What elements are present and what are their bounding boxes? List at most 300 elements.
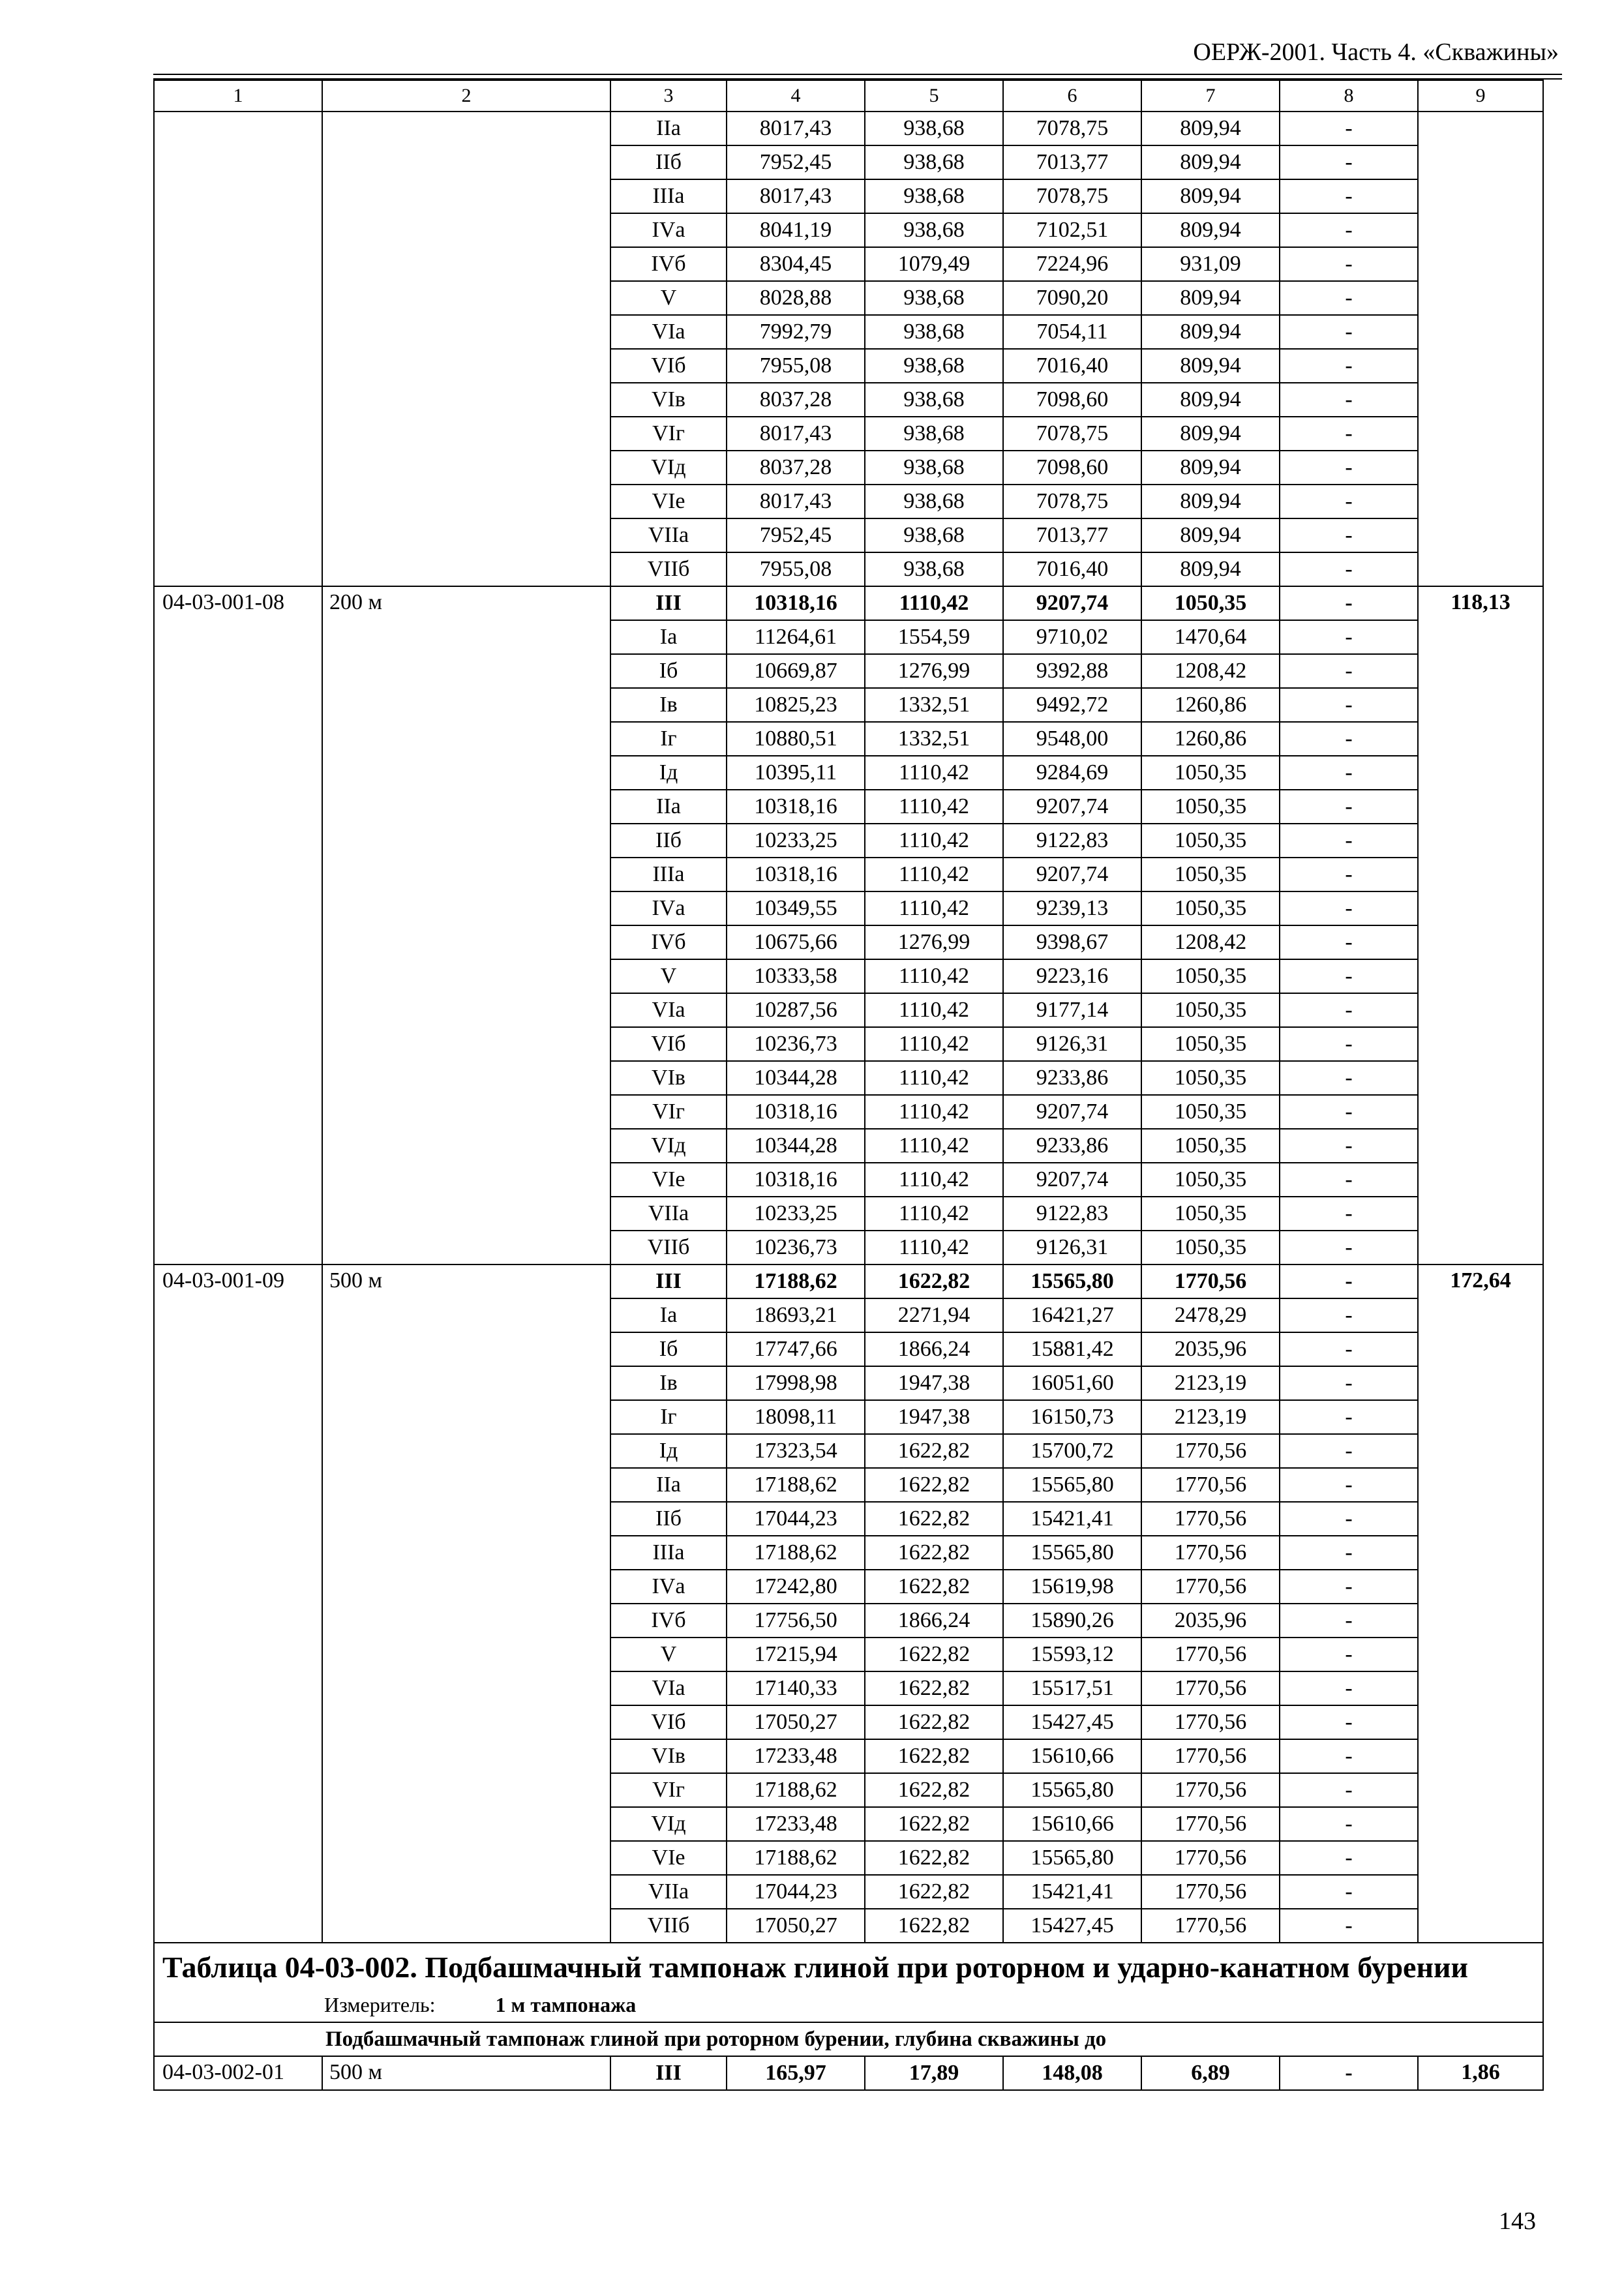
machinist-wages-cell: 1050,35 xyxy=(1141,756,1280,790)
wages-cell: 938,68 xyxy=(865,315,1003,349)
machinist-wages-cell: 1050,35 xyxy=(1141,824,1280,858)
category-cell: IIIа xyxy=(610,179,727,213)
machinist-wages-cell: 6,89 xyxy=(1141,2056,1280,2090)
section-subheader: Подбашмачный тампонаж глиной при роторном бурении, глубина скважины до xyxy=(154,2022,1543,2056)
category-cell: VIIа xyxy=(610,518,727,552)
wages-cell: 1276,99 xyxy=(865,654,1003,688)
category-cell: VIд xyxy=(610,1129,727,1163)
materials-cell: - xyxy=(1280,179,1418,213)
materials-cell: - xyxy=(1280,213,1418,247)
wages-cell: 1110,42 xyxy=(865,1129,1003,1163)
materials-cell: - xyxy=(1280,1502,1418,1536)
machinist-wages-cell: 1770,56 xyxy=(1141,1570,1280,1604)
total-cell xyxy=(1418,112,1543,586)
category-cell: VIа xyxy=(610,1671,727,1705)
machines-cell: 7054,11 xyxy=(1003,315,1141,349)
total-cost-cell: 10349,55 xyxy=(727,891,865,925)
wages-cell: 1622,82 xyxy=(865,1638,1003,1671)
machines-cell: 9207,74 xyxy=(1003,858,1141,891)
machinist-wages-cell: 809,94 xyxy=(1141,213,1280,247)
column-number-row xyxy=(154,80,1543,112)
materials-cell: - xyxy=(1280,1875,1418,1909)
machines-cell: 16421,27 xyxy=(1003,1298,1141,1332)
machinist-wages-cell: 1050,35 xyxy=(1141,1095,1280,1129)
machinist-wages-cell: 809,94 xyxy=(1141,112,1280,145)
category-cell: Iв xyxy=(610,688,727,722)
category-cell: VIе xyxy=(610,485,727,518)
machinist-wages-cell: 809,94 xyxy=(1141,552,1280,586)
machines-cell: 15565,80 xyxy=(1003,1773,1141,1807)
code-cell: 04-03-001-09 xyxy=(154,1264,322,1943)
materials-cell: - xyxy=(1280,722,1418,756)
category-cell: VIб xyxy=(610,1705,727,1739)
machinist-wages-cell: 2123,19 xyxy=(1141,1366,1280,1400)
total-cost-cell: 17323,54 xyxy=(727,1434,865,1468)
wages-cell: 938,68 xyxy=(865,112,1003,145)
total-cost-cell: 18693,21 xyxy=(727,1298,865,1332)
materials-cell: - xyxy=(1280,1197,1418,1231)
materials-cell: - xyxy=(1280,1163,1418,1197)
category-cell: VIд xyxy=(610,451,727,485)
total-cost-cell: 10233,25 xyxy=(727,1197,865,1231)
total-cost-cell: 10318,16 xyxy=(727,1095,865,1129)
total-cost-cell: 10287,56 xyxy=(727,993,865,1027)
total-cost-cell: 10669,87 xyxy=(727,654,865,688)
materials-cell: - xyxy=(1280,145,1418,179)
category-cell: VIг xyxy=(610,417,727,451)
table-row xyxy=(154,2056,1543,2090)
category-cell: VIе xyxy=(610,1841,727,1875)
machines-cell: 7078,75 xyxy=(1003,179,1141,213)
materials-cell: - xyxy=(1280,858,1418,891)
wages-cell: 1622,82 xyxy=(865,1468,1003,1502)
total-cost-cell: 10236,73 xyxy=(727,1027,865,1061)
machinist-wages-cell: 1050,35 xyxy=(1141,858,1280,891)
category-cell: IVб xyxy=(610,1604,727,1638)
category-cell: III xyxy=(610,586,727,620)
category-cell: IIб xyxy=(610,824,727,858)
machines-cell: 9122,83 xyxy=(1003,1197,1141,1231)
page-number: 143 xyxy=(1499,2207,1536,2235)
machinist-wages-cell: 1050,35 xyxy=(1141,993,1280,1027)
total-cost-cell: 17050,27 xyxy=(727,1705,865,1739)
category-cell: Iд xyxy=(610,1434,727,1468)
total-cost-cell: 10825,23 xyxy=(727,688,865,722)
total-cost-cell: 8304,45 xyxy=(727,247,865,281)
machines-cell: 15593,12 xyxy=(1003,1638,1141,1671)
total-cost-cell: 8017,43 xyxy=(727,417,865,451)
materials-cell: - xyxy=(1280,1705,1418,1739)
meter-value: 1 м тампонажа xyxy=(495,1993,637,2016)
total-cost-cell: 17188,62 xyxy=(727,1841,865,1875)
total-cost-cell: 8037,28 xyxy=(727,383,865,417)
total-cost-cell: 17050,27 xyxy=(727,1909,865,1943)
machinist-wages-cell: 809,94 xyxy=(1141,281,1280,315)
total-cost-cell: 17188,62 xyxy=(727,1773,865,1807)
wages-cell: 1110,42 xyxy=(865,824,1003,858)
machinist-wages-cell: 809,94 xyxy=(1141,518,1280,552)
materials-cell: - xyxy=(1280,1841,1418,1875)
machines-cell: 7102,51 xyxy=(1003,213,1141,247)
total-cost-cell: 17242,80 xyxy=(727,1570,865,1604)
machines-cell: 7013,77 xyxy=(1003,518,1141,552)
materials-cell: - xyxy=(1280,1773,1418,1807)
materials-cell: - xyxy=(1280,112,1418,145)
materials-cell: - xyxy=(1280,756,1418,790)
category-cell: VIIб xyxy=(610,552,727,586)
materials-cell: - xyxy=(1280,417,1418,451)
materials-cell: - xyxy=(1280,688,1418,722)
rates-table xyxy=(153,80,1544,2091)
materials-cell: - xyxy=(1280,349,1418,383)
wages-cell: 1110,42 xyxy=(865,1231,1003,1264)
materials-cell: - xyxy=(1280,1604,1418,1638)
wages-cell: 1110,42 xyxy=(865,891,1003,925)
materials-cell: - xyxy=(1280,993,1418,1027)
category-cell: Iг xyxy=(610,1400,727,1434)
category-cell: Iд xyxy=(610,756,727,790)
machines-cell: 7078,75 xyxy=(1003,112,1141,145)
header-rule xyxy=(153,74,1562,75)
materials-cell: - xyxy=(1280,518,1418,552)
machinist-wages-cell: 1050,35 xyxy=(1141,790,1280,824)
machines-cell: 9492,72 xyxy=(1003,688,1141,722)
category-cell: IIа xyxy=(610,1468,727,1502)
wages-cell: 938,68 xyxy=(865,281,1003,315)
total-cost-cell: 165,97 xyxy=(727,2056,865,2090)
materials-cell: - xyxy=(1280,654,1418,688)
category-cell: IIа xyxy=(610,790,727,824)
materials-cell: - xyxy=(1280,1671,1418,1705)
category-cell: VIв xyxy=(610,1739,727,1773)
wages-cell: 1622,82 xyxy=(865,1671,1003,1705)
table-title: Таблица 04-03-002. Подбашмачный тампонаж глиной при роторном и ударно-канатном бурении xyxy=(162,1951,1468,1984)
total-cell: 172,64 xyxy=(1418,1264,1543,1943)
machines-cell: 9392,88 xyxy=(1003,654,1141,688)
total-cost-cell: 10344,28 xyxy=(727,1061,865,1095)
machines-cell: 15517,51 xyxy=(1003,1671,1141,1705)
machinist-wages-cell: 1208,42 xyxy=(1141,925,1280,959)
total-cost-cell: 17233,48 xyxy=(727,1739,865,1773)
materials-cell: - xyxy=(1280,552,1418,586)
machines-cell: 15427,45 xyxy=(1003,1705,1141,1739)
wages-cell: 1110,42 xyxy=(865,1163,1003,1197)
category-cell: IVа xyxy=(610,1570,727,1604)
wages-cell: 1110,42 xyxy=(865,1027,1003,1061)
materials-cell: - xyxy=(1280,1027,1418,1061)
category-cell: VIIа xyxy=(610,1875,727,1909)
machinist-wages-cell: 1208,42 xyxy=(1141,654,1280,688)
materials-cell: - xyxy=(1280,1264,1418,1298)
machinist-wages-cell: 1050,35 xyxy=(1141,891,1280,925)
wages-cell: 938,68 xyxy=(865,145,1003,179)
machinist-wages-cell: 809,94 xyxy=(1141,417,1280,451)
wages-cell: 938,68 xyxy=(865,179,1003,213)
machinist-wages-cell: 809,94 xyxy=(1141,179,1280,213)
machines-cell: 9233,86 xyxy=(1003,1061,1141,1095)
machinist-wages-cell: 1770,56 xyxy=(1141,1773,1280,1807)
total-cost-cell: 8017,43 xyxy=(727,179,865,213)
category-cell: V xyxy=(610,1638,727,1671)
machines-cell: 9207,74 xyxy=(1003,586,1141,620)
machines-cell: 9233,86 xyxy=(1003,1129,1141,1163)
machines-cell: 9284,69 xyxy=(1003,756,1141,790)
meter-label: Измеритель: xyxy=(324,1993,436,2016)
total-cost-cell: 10236,73 xyxy=(727,1231,865,1264)
machinist-wages-cell: 1770,56 xyxy=(1141,1536,1280,1570)
machines-cell: 15890,26 xyxy=(1003,1604,1141,1638)
wages-cell: 1622,82 xyxy=(865,1875,1003,1909)
materials-cell: - xyxy=(1280,1434,1418,1468)
machines-cell: 7016,40 xyxy=(1003,552,1141,586)
wages-cell: 1622,82 xyxy=(865,1536,1003,1570)
category-cell: Iа xyxy=(610,1298,727,1332)
wages-cell: 1110,42 xyxy=(865,1197,1003,1231)
total-cost-cell: 10318,16 xyxy=(727,1163,865,1197)
column-number-cell: 9 xyxy=(1418,80,1543,112)
materials-cell: - xyxy=(1280,485,1418,518)
total-cost-cell: 17044,23 xyxy=(727,1502,865,1536)
column-number-cell: 7 xyxy=(1141,80,1280,112)
category-cell: Iб xyxy=(610,654,727,688)
document-header: ОЕРЖ-2001. Часть 4. «Скважины» xyxy=(1193,38,1559,66)
materials-cell: - xyxy=(1280,315,1418,349)
category-cell: VIIа xyxy=(610,1197,727,1231)
machinist-wages-cell: 931,09 xyxy=(1141,247,1280,281)
machines-cell: 15565,80 xyxy=(1003,1468,1141,1502)
rates-table-body xyxy=(154,80,1543,2090)
total-cost-cell: 10344,28 xyxy=(727,1129,865,1163)
category-cell: VIа xyxy=(610,993,727,1027)
machines-cell: 7098,60 xyxy=(1003,383,1141,417)
category-cell: VIв xyxy=(610,383,727,417)
category-cell: IIб xyxy=(610,1502,727,1536)
wages-cell: 1332,51 xyxy=(865,688,1003,722)
wages-cell: 1622,82 xyxy=(865,1807,1003,1841)
machines-cell: 9207,74 xyxy=(1003,1095,1141,1129)
table-title-row xyxy=(154,1943,1543,2022)
category-cell: VIг xyxy=(610,1773,727,1807)
category-cell: IVб xyxy=(610,247,727,281)
total-cost-cell: 17215,94 xyxy=(727,1638,865,1671)
materials-cell: - xyxy=(1280,2056,1418,2090)
total-cost-cell: 8037,28 xyxy=(727,451,865,485)
total-cost-cell: 17998,98 xyxy=(727,1366,865,1400)
wages-cell: 1554,59 xyxy=(865,620,1003,654)
materials-cell: - xyxy=(1280,891,1418,925)
category-cell: VIв xyxy=(610,1061,727,1095)
total-cost-cell: 10233,25 xyxy=(727,824,865,858)
wages-cell: 938,68 xyxy=(865,451,1003,485)
machinist-wages-cell: 1770,56 xyxy=(1141,1434,1280,1468)
category-cell: IVб xyxy=(610,925,727,959)
materials-cell: - xyxy=(1280,1468,1418,1502)
machines-cell: 16051,60 xyxy=(1003,1366,1141,1400)
materials-cell: - xyxy=(1280,959,1418,993)
machinist-wages-cell: 809,94 xyxy=(1141,315,1280,349)
machinist-wages-cell: 1770,56 xyxy=(1141,1671,1280,1705)
wages-cell: 938,68 xyxy=(865,383,1003,417)
machines-cell: 15421,41 xyxy=(1003,1875,1141,1909)
category-cell: Iв xyxy=(610,1366,727,1400)
machinist-wages-cell: 1260,86 xyxy=(1141,688,1280,722)
total-cost-cell: 10675,66 xyxy=(727,925,865,959)
total-cost-cell: 17188,62 xyxy=(727,1468,865,1502)
materials-cell: - xyxy=(1280,586,1418,620)
machinist-wages-cell: 809,94 xyxy=(1141,383,1280,417)
category-cell: Iб xyxy=(610,1332,727,1366)
materials-cell: - xyxy=(1280,1400,1418,1434)
machines-cell: 7016,40 xyxy=(1003,349,1141,383)
category-cell: VIб xyxy=(610,1027,727,1061)
table-title-cell xyxy=(154,1943,1543,2022)
wages-cell: 938,68 xyxy=(865,518,1003,552)
wages-cell: 1622,82 xyxy=(865,1841,1003,1875)
section-subheader-row xyxy=(154,2022,1543,2056)
machines-cell: 7078,75 xyxy=(1003,417,1141,451)
machinist-wages-cell: 1050,35 xyxy=(1141,959,1280,993)
code-cell xyxy=(154,112,322,586)
column-number-cell: 1 xyxy=(154,80,322,112)
category-cell: IVа xyxy=(610,891,727,925)
total-cost-cell: 7955,08 xyxy=(727,552,865,586)
wages-cell: 1622,82 xyxy=(865,1434,1003,1468)
wages-cell: 938,68 xyxy=(865,552,1003,586)
column-number-cell: 8 xyxy=(1280,80,1418,112)
wages-cell: 17,89 xyxy=(865,2056,1003,2090)
category-cell: Iг xyxy=(610,722,727,756)
machines-cell: 9126,31 xyxy=(1003,1027,1141,1061)
wages-cell: 1110,42 xyxy=(865,1061,1003,1095)
total-cost-cell: 18098,11 xyxy=(727,1400,865,1434)
total-cost-cell: 7952,45 xyxy=(727,145,865,179)
machinist-wages-cell: 1770,56 xyxy=(1141,1502,1280,1536)
table-row xyxy=(154,1264,1543,1298)
category-cell: V xyxy=(610,959,727,993)
machinist-wages-cell: 1770,56 xyxy=(1141,1638,1280,1671)
machines-cell: 15881,42 xyxy=(1003,1332,1141,1366)
machines-cell: 15565,80 xyxy=(1003,1536,1141,1570)
machines-cell: 15565,80 xyxy=(1003,1841,1141,1875)
machines-cell: 7078,75 xyxy=(1003,485,1141,518)
materials-cell: - xyxy=(1280,1366,1418,1400)
wages-cell: 1622,82 xyxy=(865,1909,1003,1943)
machines-cell: 15427,45 xyxy=(1003,1909,1141,1943)
category-cell: VIIб xyxy=(610,1231,727,1264)
machinist-wages-cell: 1770,56 xyxy=(1141,1909,1280,1943)
total-cost-cell: 10318,16 xyxy=(727,790,865,824)
wages-cell: 1866,24 xyxy=(865,1332,1003,1366)
total-cost-cell: 17188,62 xyxy=(727,1536,865,1570)
machinist-wages-cell: 2123,19 xyxy=(1141,1400,1280,1434)
wages-cell: 938,68 xyxy=(865,213,1003,247)
total-cost-cell: 11264,61 xyxy=(727,620,865,654)
machines-cell: 15610,66 xyxy=(1003,1739,1141,1773)
materials-cell: - xyxy=(1280,620,1418,654)
materials-cell: - xyxy=(1280,1095,1418,1129)
category-cell: IIб xyxy=(610,145,727,179)
machinist-wages-cell: 1770,56 xyxy=(1141,1468,1280,1502)
materials-cell: - xyxy=(1280,1739,1418,1773)
column-number-cell: 4 xyxy=(727,80,865,112)
materials-cell: - xyxy=(1280,1332,1418,1366)
machinist-wages-cell: 1770,56 xyxy=(1141,1705,1280,1739)
materials-cell: - xyxy=(1280,925,1418,959)
wages-cell: 938,68 xyxy=(865,485,1003,518)
category-cell: IIа xyxy=(610,112,727,145)
wages-cell: 1622,82 xyxy=(865,1705,1003,1739)
machinist-wages-cell: 1770,56 xyxy=(1141,1841,1280,1875)
machines-cell: 7224,96 xyxy=(1003,247,1141,281)
machinist-wages-cell: 1470,64 xyxy=(1141,620,1280,654)
materials-cell: - xyxy=(1280,1909,1418,1943)
description-cell: 500 м xyxy=(322,1264,610,1943)
machines-cell: 15610,66 xyxy=(1003,1807,1141,1841)
category-cell: VIа xyxy=(610,315,727,349)
machines-cell: 9239,13 xyxy=(1003,891,1141,925)
total-cost-cell: 10318,16 xyxy=(727,858,865,891)
wages-cell: 1079,49 xyxy=(865,247,1003,281)
wages-cell: 1622,82 xyxy=(865,1264,1003,1298)
wages-cell: 1276,99 xyxy=(865,925,1003,959)
table-row xyxy=(154,112,1543,145)
machinist-wages-cell: 809,94 xyxy=(1141,145,1280,179)
code-cell: 04-03-001-08 xyxy=(154,586,322,1264)
meter-line xyxy=(162,1990,1535,2019)
materials-cell: - xyxy=(1280,1231,1418,1264)
materials-cell: - xyxy=(1280,247,1418,281)
wages-cell: 938,68 xyxy=(865,417,1003,451)
materials-cell: - xyxy=(1280,1129,1418,1163)
machinist-wages-cell: 1770,56 xyxy=(1141,1807,1280,1841)
wages-cell: 1110,42 xyxy=(865,586,1003,620)
machinist-wages-cell: 1050,35 xyxy=(1141,1061,1280,1095)
wages-cell: 1332,51 xyxy=(865,722,1003,756)
category-cell: VIд xyxy=(610,1807,727,1841)
category-cell: III xyxy=(610,2056,727,2090)
wages-cell: 1622,82 xyxy=(865,1739,1003,1773)
materials-cell: - xyxy=(1280,383,1418,417)
total-cost-cell: 7955,08 xyxy=(727,349,865,383)
category-cell: IIIа xyxy=(610,858,727,891)
machines-cell: 15700,72 xyxy=(1003,1434,1141,1468)
materials-cell: - xyxy=(1280,1298,1418,1332)
total-cost-cell: 17756,50 xyxy=(727,1604,865,1638)
machines-cell: 16150,73 xyxy=(1003,1400,1141,1434)
machines-cell: 15619,98 xyxy=(1003,1570,1141,1604)
wages-cell: 1947,38 xyxy=(865,1366,1003,1400)
machines-cell: 9126,31 xyxy=(1003,1231,1141,1264)
total-cost-cell: 17140,33 xyxy=(727,1671,865,1705)
materials-cell: - xyxy=(1280,1570,1418,1604)
machines-cell: 9122,83 xyxy=(1003,824,1141,858)
wages-cell: 1110,42 xyxy=(865,858,1003,891)
machines-cell: 9710,02 xyxy=(1003,620,1141,654)
machines-cell: 7098,60 xyxy=(1003,451,1141,485)
machinist-wages-cell: 809,94 xyxy=(1141,485,1280,518)
machinist-wages-cell: 1770,56 xyxy=(1141,1739,1280,1773)
materials-cell: - xyxy=(1280,1807,1418,1841)
machinist-wages-cell: 1050,35 xyxy=(1141,1197,1280,1231)
column-number-cell: 2 xyxy=(322,80,610,112)
code-cell: 04-03-002-01 xyxy=(154,2056,322,2090)
machinist-wages-cell: 809,94 xyxy=(1141,349,1280,383)
total-cell: 1,86 xyxy=(1418,2056,1543,2090)
machinist-wages-cell: 2035,96 xyxy=(1141,1332,1280,1366)
machinist-wages-cell: 1260,86 xyxy=(1141,722,1280,756)
column-number-cell: 5 xyxy=(865,80,1003,112)
wages-cell: 1622,82 xyxy=(865,1773,1003,1807)
